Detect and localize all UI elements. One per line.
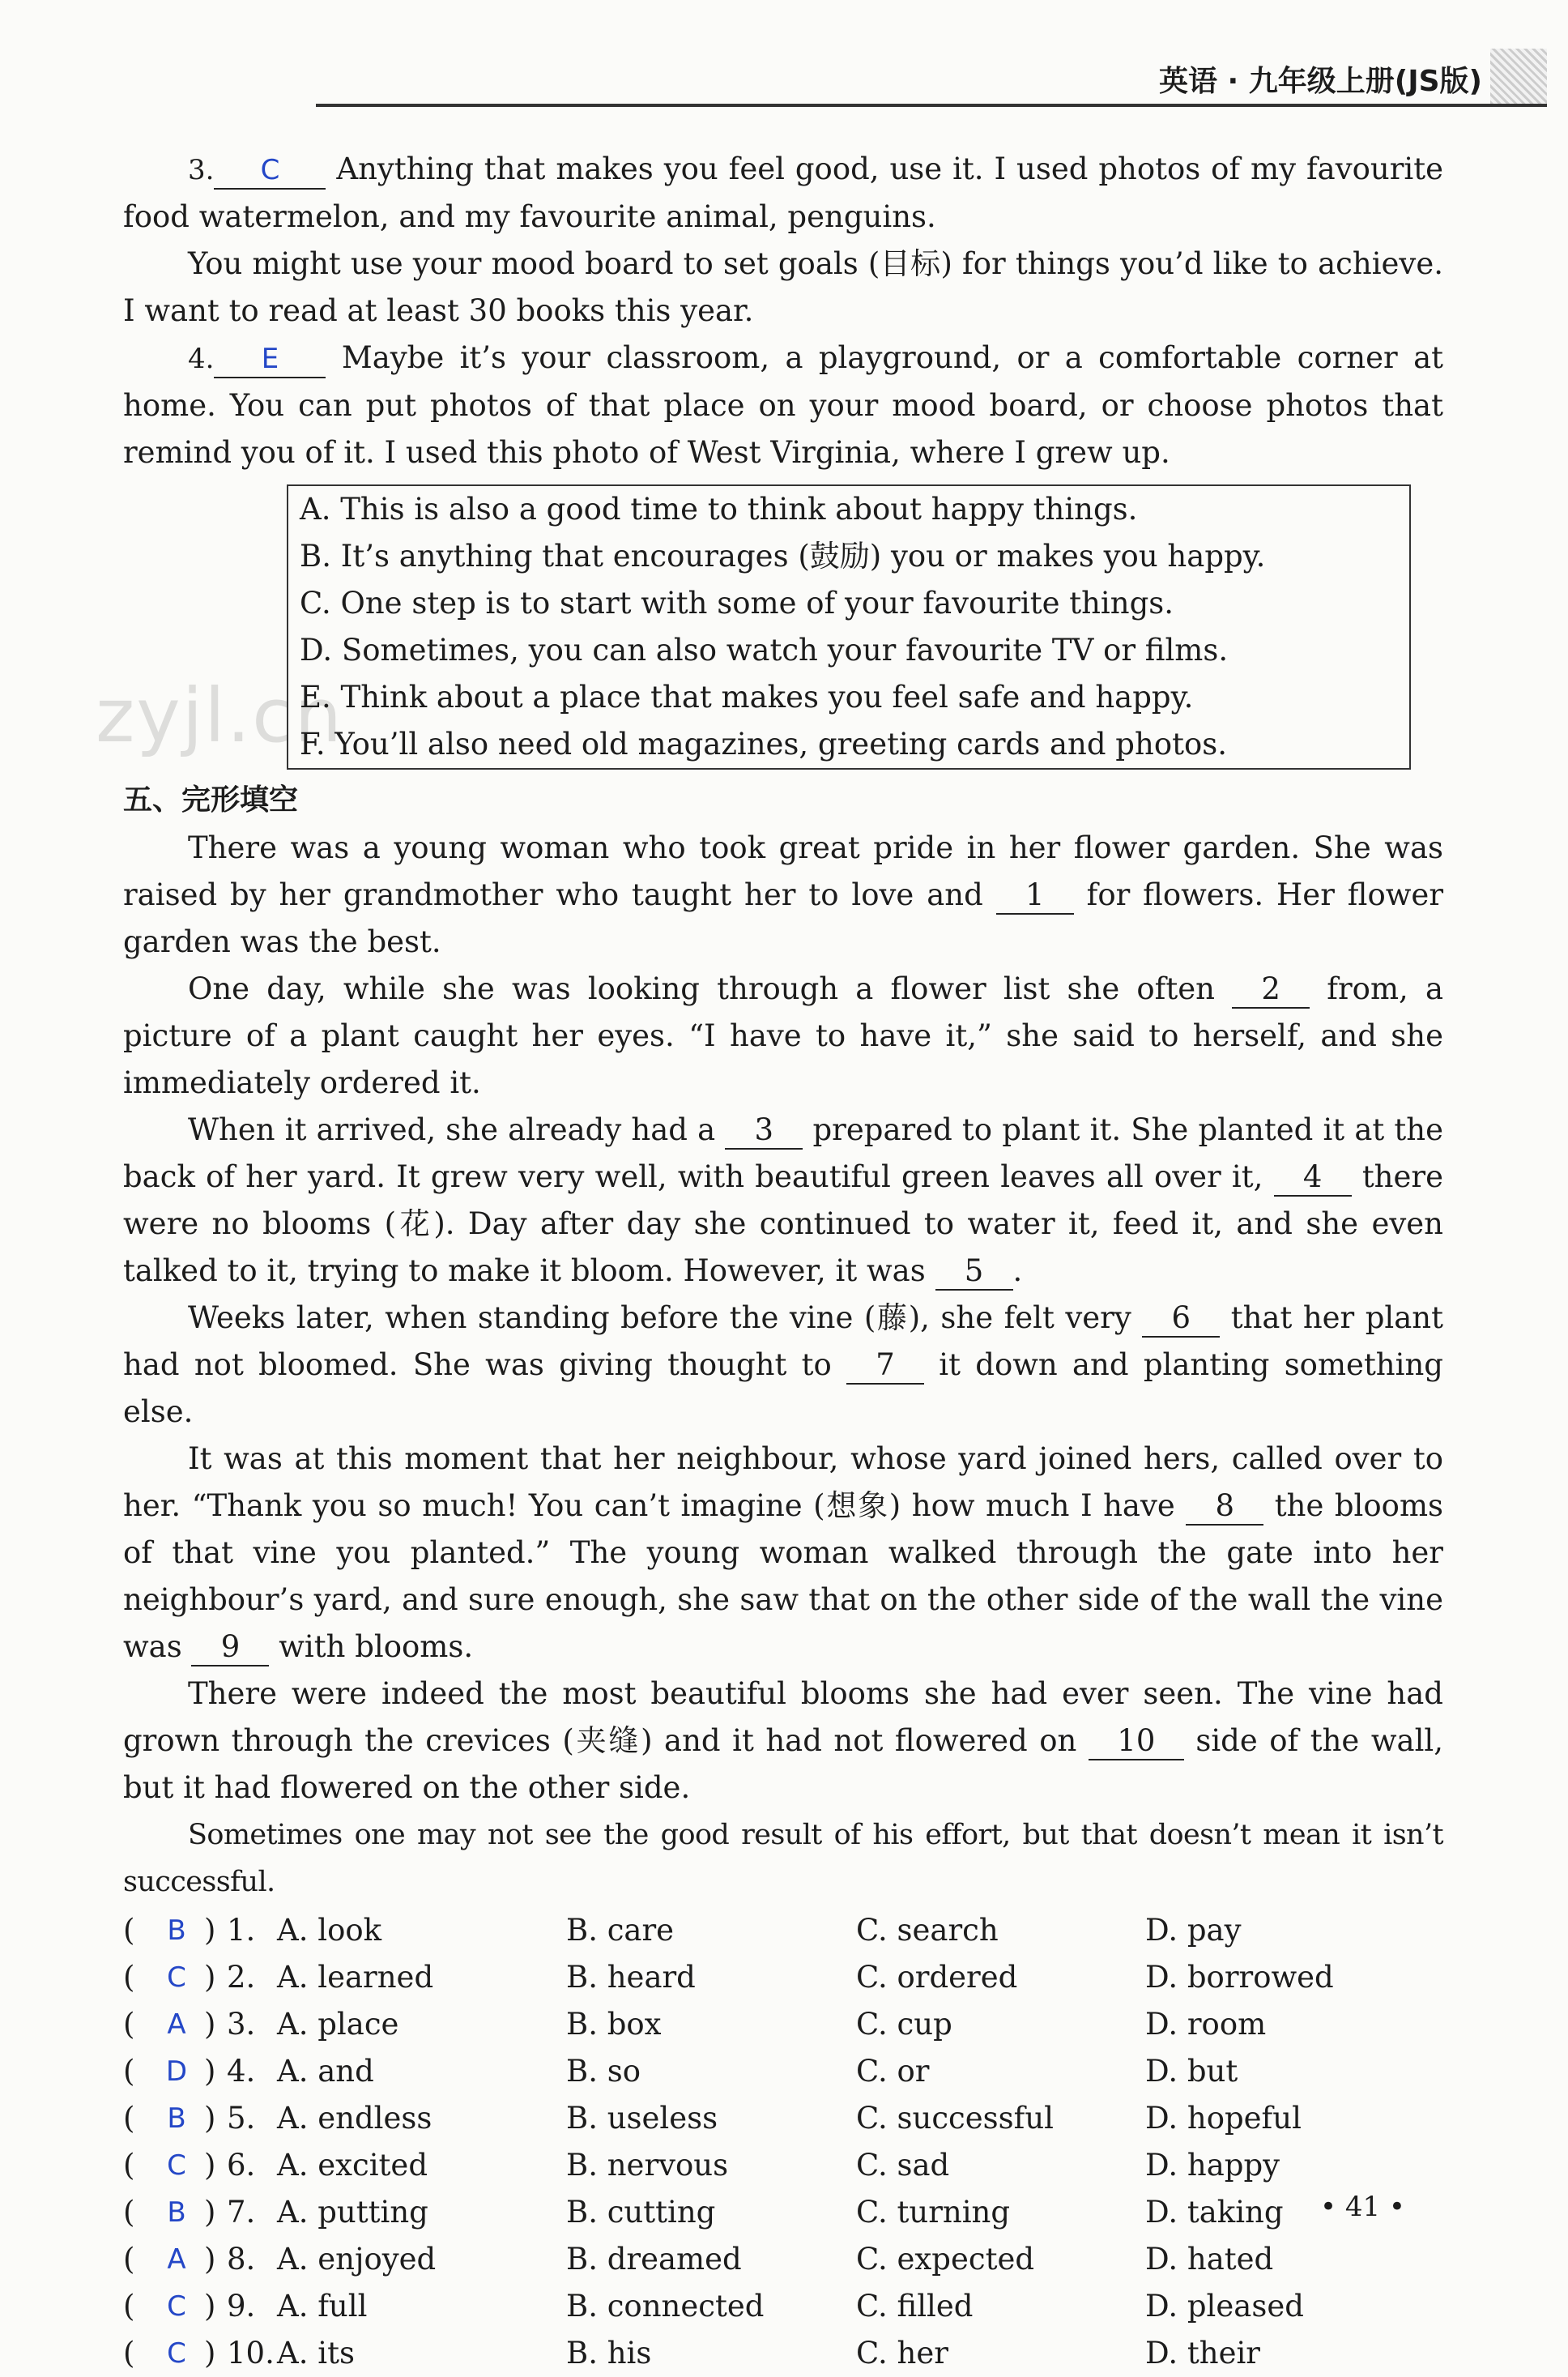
option-a: A. This is also a good time to think about happy things. (300, 492, 1138, 527)
page-content (123, 146, 1443, 2377)
question-number: 8. (227, 2242, 256, 2277)
choice-b: B. his (566, 2336, 652, 2371)
multiple-choice-list (123, 1907, 1443, 2377)
answer-blank (214, 340, 326, 378)
bracket-close: ) (204, 2336, 216, 2371)
choice-a: A. endless (277, 2101, 432, 2136)
paragraph-text: It was at this moment that her neighbour, whose yard joined hers, called over to her. “Thank you so much! You can’t imagine (想象) how much I have (123, 1441, 1443, 1523)
handwritten-answer: B (167, 2196, 186, 2229)
paragraph-text: There was a young woman who took great pride in her flower garden. She was raised by her grandmother who taught her to love and (123, 830, 1443, 912)
cloze-blank-6: 6 (1142, 1300, 1220, 1338)
choice-b: B. box (566, 2007, 662, 2042)
paragraph-text: Weeks later, when standing before the vine (藤), she felt very (188, 1300, 1131, 1335)
paragraph-text: with blooms. (279, 1629, 474, 1664)
choice-d: D. hopeful (1145, 2101, 1302, 2136)
handwritten-answer: C (167, 2290, 186, 2323)
header-decoration (1490, 49, 1547, 104)
paragraph-text: from, a picture of a plant caught her eyes. “I have to have it,” she said to herself, and she immediately ordered it. (123, 971, 1443, 1100)
question-number: 2. (227, 1960, 256, 1995)
choice-a: A. learned (277, 1960, 434, 1995)
question-row (123, 2048, 1443, 2095)
question-number: 5. (227, 2101, 256, 2136)
option-d: D. Sometimes, you can also watch your favourite TV or films. (300, 633, 1229, 668)
bracket-open: ( (123, 2289, 135, 2324)
paragraph-text: Maybe it’s your classroom, a playground, or a comfortable corner at home. You can put photos of that place on your mood board, or choose photos that remind you of it. I used this photo of West Virginia, where I grew up. (123, 340, 1443, 470)
question-number: 9. (227, 2289, 256, 2324)
question-row (123, 2236, 1443, 2283)
choice-b: B. nervous (566, 2148, 729, 2183)
cloze-blank-9: 9 (191, 1629, 269, 1666)
handwritten-answer: C (260, 154, 280, 186)
paragraph-text: When it arrived, she already had a (188, 1112, 716, 1147)
bracket-open: ( (123, 2148, 135, 2183)
bracket-close: ) (204, 2148, 216, 2183)
cloze-paragraph-3 (123, 1107, 1443, 1295)
choice-b: B. useless (566, 2101, 718, 2136)
cloze-blank-2: 2 (1232, 971, 1310, 1009)
watermark: zyjl.cn (96, 672, 343, 759)
options-box (287, 484, 1411, 770)
choice-a: A. full (277, 2289, 368, 2324)
bracket-close: ) (204, 1960, 216, 1995)
cloze-paragraph-1 (123, 825, 1443, 966)
choice-d: D. borrowed (1145, 1960, 1334, 1995)
choice-d: D. taking (1145, 2195, 1284, 2230)
handwritten-answer: B (167, 1914, 186, 1947)
paragraph-text: Anything that makes you feel good, use it. I used photos of my favourite food watermelon, and my favourite animal, penguins. (123, 151, 1443, 234)
choice-c: C. successful (856, 2101, 1055, 2136)
reading-paragraph-4 (123, 335, 1443, 476)
cloze-blank-3: 3 (725, 1112, 803, 1150)
bracket-open: ( (123, 2242, 135, 2277)
bracket-close: ) (204, 2007, 216, 2042)
handwritten-answer: C (167, 2149, 186, 2182)
choice-c: C. her (856, 2336, 948, 2371)
handwritten-answer: A (167, 2008, 186, 2041)
bracket-close: ) (204, 2289, 216, 2324)
question-row (123, 1907, 1443, 1954)
page-header (316, 32, 1547, 113)
question-row (123, 2189, 1443, 2236)
choice-b: B. connected (566, 2289, 765, 2324)
bracket-open: ( (123, 2007, 135, 2042)
section-heading: 五、完形填空 (123, 783, 299, 817)
cloze-blank-1: 1 (996, 877, 1074, 915)
question-row (123, 2095, 1443, 2142)
choice-b: B. care (566, 1913, 675, 1948)
choice-b: B. heard (566, 1960, 696, 1995)
choice-c: C. expected (856, 2242, 1035, 2277)
choice-c: C. sad (856, 2148, 950, 2183)
choice-c: C. or (856, 2054, 930, 2089)
question-row (123, 1954, 1443, 2001)
question-number: 4. (227, 2054, 256, 2089)
choice-d: D. pay (1145, 1913, 1242, 1948)
paragraph-text: there were no blooms (花). Day after day she continued to water it, feed it, and she even talked to it, trying to make it bloom. However, it was (123, 1159, 1443, 1288)
choice-a: A. place (277, 2007, 399, 2042)
cloze-paragraph-4 (123, 1295, 1443, 1436)
header-rule (316, 104, 1547, 107)
handwritten-answer: E (261, 343, 279, 375)
bracket-close: ) (204, 1913, 216, 1948)
cloze-blank-8: 8 (1186, 1488, 1263, 1526)
question-number: 6. (227, 2148, 256, 2183)
item-number: 4. (188, 343, 215, 375)
bracket-open: ( (123, 2054, 135, 2089)
choice-c: C. ordered (856, 1960, 1018, 1995)
handwritten-answer: C (167, 2337, 186, 2370)
option-c: C. One step is to start with some of your favourite things. (300, 586, 1174, 621)
bracket-close: ) (204, 2242, 216, 2277)
paragraph-text: side of the wall, but it had flowered on the other side. (123, 1723, 1443, 1805)
cloze-paragraph-5 (123, 1436, 1443, 1671)
choice-b: B. cutting (566, 2195, 716, 2230)
choice-c: C. turning (856, 2195, 1011, 2230)
cloze-paragraph-6 (123, 1671, 1443, 1812)
bracket-close: ) (204, 2195, 216, 2230)
question-row (123, 2142, 1443, 2189)
question-row (123, 2001, 1443, 2048)
paragraph-text: There were indeed the most beautiful blooms she had ever seen. The vine had grown through the crevices (夹缝) and it had not flowered on (123, 1676, 1443, 1758)
option-e: E. Think about a place that makes you feel safe and happy. (300, 680, 1194, 715)
cloze-blank-4: 4 (1274, 1159, 1352, 1197)
choice-c: C. filled (856, 2289, 974, 2324)
choice-c: C. cup (856, 2007, 952, 2042)
item-number: 3. (188, 154, 215, 186)
paragraph-text: One day, while she was looking through a flower list she often (188, 971, 1215, 1006)
bracket-open: ( (123, 1960, 135, 1995)
question-number: 1. (227, 1913, 256, 1948)
choice-a: A. putting (277, 2195, 428, 2230)
handwritten-answer: C (167, 1961, 186, 1994)
paragraph-text: that her plant had not bloomed. She was giving thought to (123, 1300, 1443, 1382)
choice-d: D. happy (1145, 2148, 1280, 2183)
option-f: F. You’ll also need old magazines, greeting cards and photos. (300, 727, 1227, 762)
cloze-blank-10: 10 (1089, 1723, 1184, 1760)
bracket-open: ( (123, 2101, 135, 2136)
choice-a: A. enjoyed (277, 2242, 437, 2277)
choice-d: D. but (1145, 2054, 1238, 2089)
choice-a: A. excited (277, 2148, 428, 2183)
paragraph-text: prepared to plant it. She planted it at the back of her yard. It grew very well, with beautiful green leaves all over it, (123, 1112, 1443, 1194)
choice-b: B. dreamed (566, 2242, 742, 2277)
question-number: 3. (227, 2007, 256, 2042)
choice-d: D. hated (1145, 2242, 1274, 2277)
paragraph-text: . (1012, 1253, 1023, 1288)
choice-d: D. room (1145, 2007, 1267, 2042)
choice-d: D. pleased (1145, 2289, 1304, 2324)
bracket-open: ( (123, 1913, 135, 1948)
handwritten-answer: B (167, 2102, 186, 2135)
page-number: • 41 • (1320, 2191, 1405, 2223)
paragraph-text: the blooms of that vine you planted.” The young woman walked through the gate into her neighbour’s yard, and sure enough, she saw that on the other side of the wall the vine was (123, 1488, 1444, 1664)
choice-a: A. look (277, 1913, 382, 1948)
reading-paragraph-3b: You might use your mood board to set goals (目标) for things you’d like to achieve. I want to read at least 30 books this year. (123, 246, 1443, 328)
question-row (123, 2283, 1443, 2330)
choice-c: C. search (856, 1913, 999, 1948)
choice-a: A. and (277, 2054, 374, 2089)
cloze-blank-7: 7 (846, 1347, 924, 1385)
cloze-paragraph-2 (123, 966, 1443, 1107)
question-number: 10. (227, 2336, 275, 2371)
cloze-blank-5: 5 (935, 1253, 1013, 1291)
bracket-close: ) (204, 2101, 216, 2136)
bracket-open: ( (123, 2336, 135, 2371)
question-number: 7. (227, 2195, 256, 2230)
answer-blank (214, 151, 326, 190)
option-b: B. It’s anything that encourages (鼓励) you or makes you happy. (300, 539, 1266, 574)
choice-b: B. so (566, 2054, 641, 2089)
paragraph-text: for flowers. Her flower garden was the best. (123, 877, 1444, 959)
cloze-paragraph-7: Sometimes one may not see the good result of his effort, but that doesn’t mean it isn’t successful. (123, 1819, 1443, 1898)
header-title: 英语 · 九年级上册(JS版) (1159, 65, 1482, 98)
choice-d: D. their (1145, 2336, 1260, 2371)
handwritten-answer: A (167, 2243, 186, 2276)
choice-a: A. its (277, 2336, 355, 2371)
bracket-close: ) (204, 2054, 216, 2089)
reading-paragraph-3 (123, 146, 1443, 241)
paragraph-text: it down and planting something else. (123, 1347, 1443, 1429)
bracket-open: ( (123, 2195, 135, 2230)
question-row (123, 2330, 1443, 2377)
handwritten-answer: D (165, 2055, 188, 2088)
